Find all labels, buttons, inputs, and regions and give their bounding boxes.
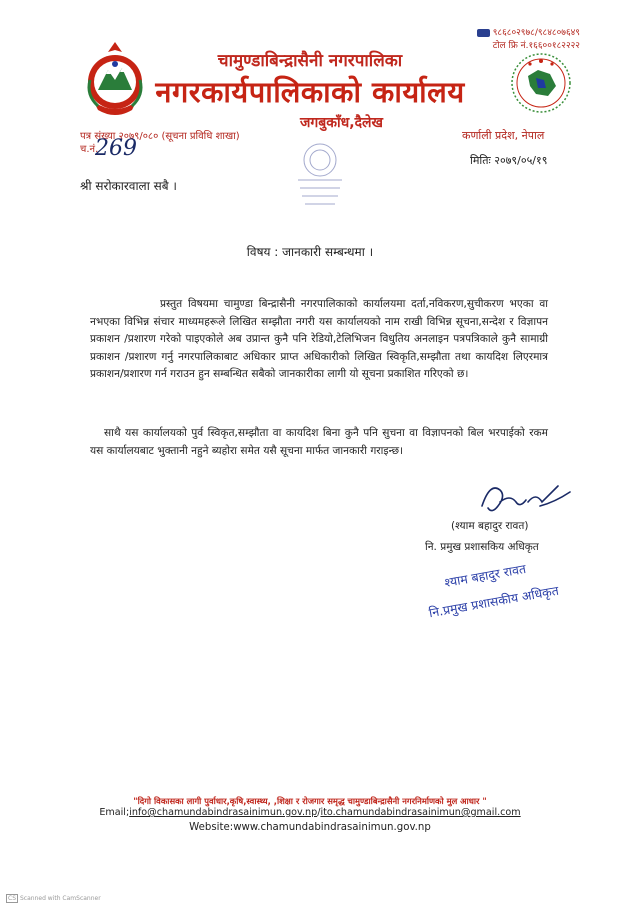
province: कर्णाली प्रदेश, नेपाल — [462, 129, 545, 142]
body-paragraph-2: साथै यस कार्यालयको पुर्व स्विकृत,सम्झौता वा कायदिश बिना कुनै पनि सुचना वा विज्ञापनको बिल भरपाईको रकम यस कार्यालयबाट भुक्तानी नहुने ब्यहोरा समेत यसै सूचना मार्फत जानकारी गराइन्छ। — [90, 427, 548, 457]
chalan-label: च.नं. — [80, 144, 99, 155]
footer-email: Email;info@chamundabindrasainimun.gov.np/ito.chamundabindrasainimun@gmail.com — [99, 807, 521, 818]
addressee: श्री सरोकारवाला सबै । — [80, 179, 177, 193]
email-link-ito[interactable]: ito.chamundabindrasainimun@gmail.com — [320, 807, 521, 818]
signatory-name: (श्याम बहादुर रावत) — [451, 520, 529, 532]
phone-icon — [477, 29, 490, 37]
reference-number: पत्र संख्या २०७९/०८० (सूचना प्रविधि शाखा) — [80, 131, 240, 142]
footer-slogan: "दिगो विकासका लागी पुर्वाधार,कृषि,स्वास्थ्य, ,शिक्षा र रोजगार समृद्ध चामुण्डाबिन्द्रासैनी नगरनिर्माणको मुल आधार " — [133, 796, 487, 806]
official-seal — [270, 138, 370, 218]
office-address: जगबुकाँध,दैलेख — [300, 115, 383, 131]
phone-numbers: ९८६८०२९७८/९८४८०७६४९ टोल फ्रि नं.१६६००१८२२२२ — [477, 27, 580, 53]
camscanner-icon: CS — [8, 895, 16, 902]
scanner-watermark: CS Scanned with CamScanner — [8, 895, 101, 902]
email-link-info[interactable]: info@chamundabindrasainimun.gov.np — [129, 807, 318, 818]
body-paragraph-1: प्रस्तुत विषयमा चामुण्डा बिन्द्रासैनी नगरपालिकाको कार्यालयमा दर्ता,नविकरण,सुचीकरण भएका वा नभएका विभिन्न संचार माध्यमहरूले लिखित सम्झौता नगरी यस कार्यालयको नाम राखी विभिन्न सूचना,सन्देश र विज्ञापन प्रकाशन /प्रशारण गरेको पाइएकोले अब उप्रान्त कुनै पनि रेडियो,टेलिभिजन विधुतिय अनलाइन पत्रपत्रिकाले कुनै सामाग्री प्रकाशन /प्रशारण गर्नु नगरपालिकाबाट अधिकार प्राप्त अधिकारीको लिखित स्विकृति,सम्झौता तथा कायदिश लिएरमात्र प्रकाशन/प्रशारण गर्न गराउन हुन सम्बन्धित सबैको जानकारीका लागी यो सूचना प्रकाशित गरिएको छ। — [90, 298, 548, 380]
office-title: नगरकार्यपालिकाको कार्यालय — [155, 75, 465, 109]
stamp-name: श्याम बहादुर रावत — [443, 560, 528, 591]
subject-line: विषय : जानकारी सम्बन्धमा । — [246, 245, 374, 259]
chalan-number: 269 — [95, 136, 137, 161]
letter-date: मितिः २०७९/०५/१९ — [470, 154, 548, 167]
name-stamp — [416, 555, 586, 635]
signatory-designation: नि. प्रमुख प्रशासकिय अधिकृत — [425, 541, 539, 553]
footer-website[interactable]: Website:www.chamundabindrasainimun.gov.np — [189, 822, 431, 833]
stamp-designation: नि.प्रमुख प्रशासकीय अधिकृत — [427, 582, 560, 621]
municipality-name: चामुण्डाबिन्द्रासैनी नगरपालिका — [217, 51, 403, 71]
handwritten-signature — [470, 472, 580, 522]
tollfree-number: टोल फ्रि नं.१६६००१८२२२२ — [492, 41, 580, 51]
